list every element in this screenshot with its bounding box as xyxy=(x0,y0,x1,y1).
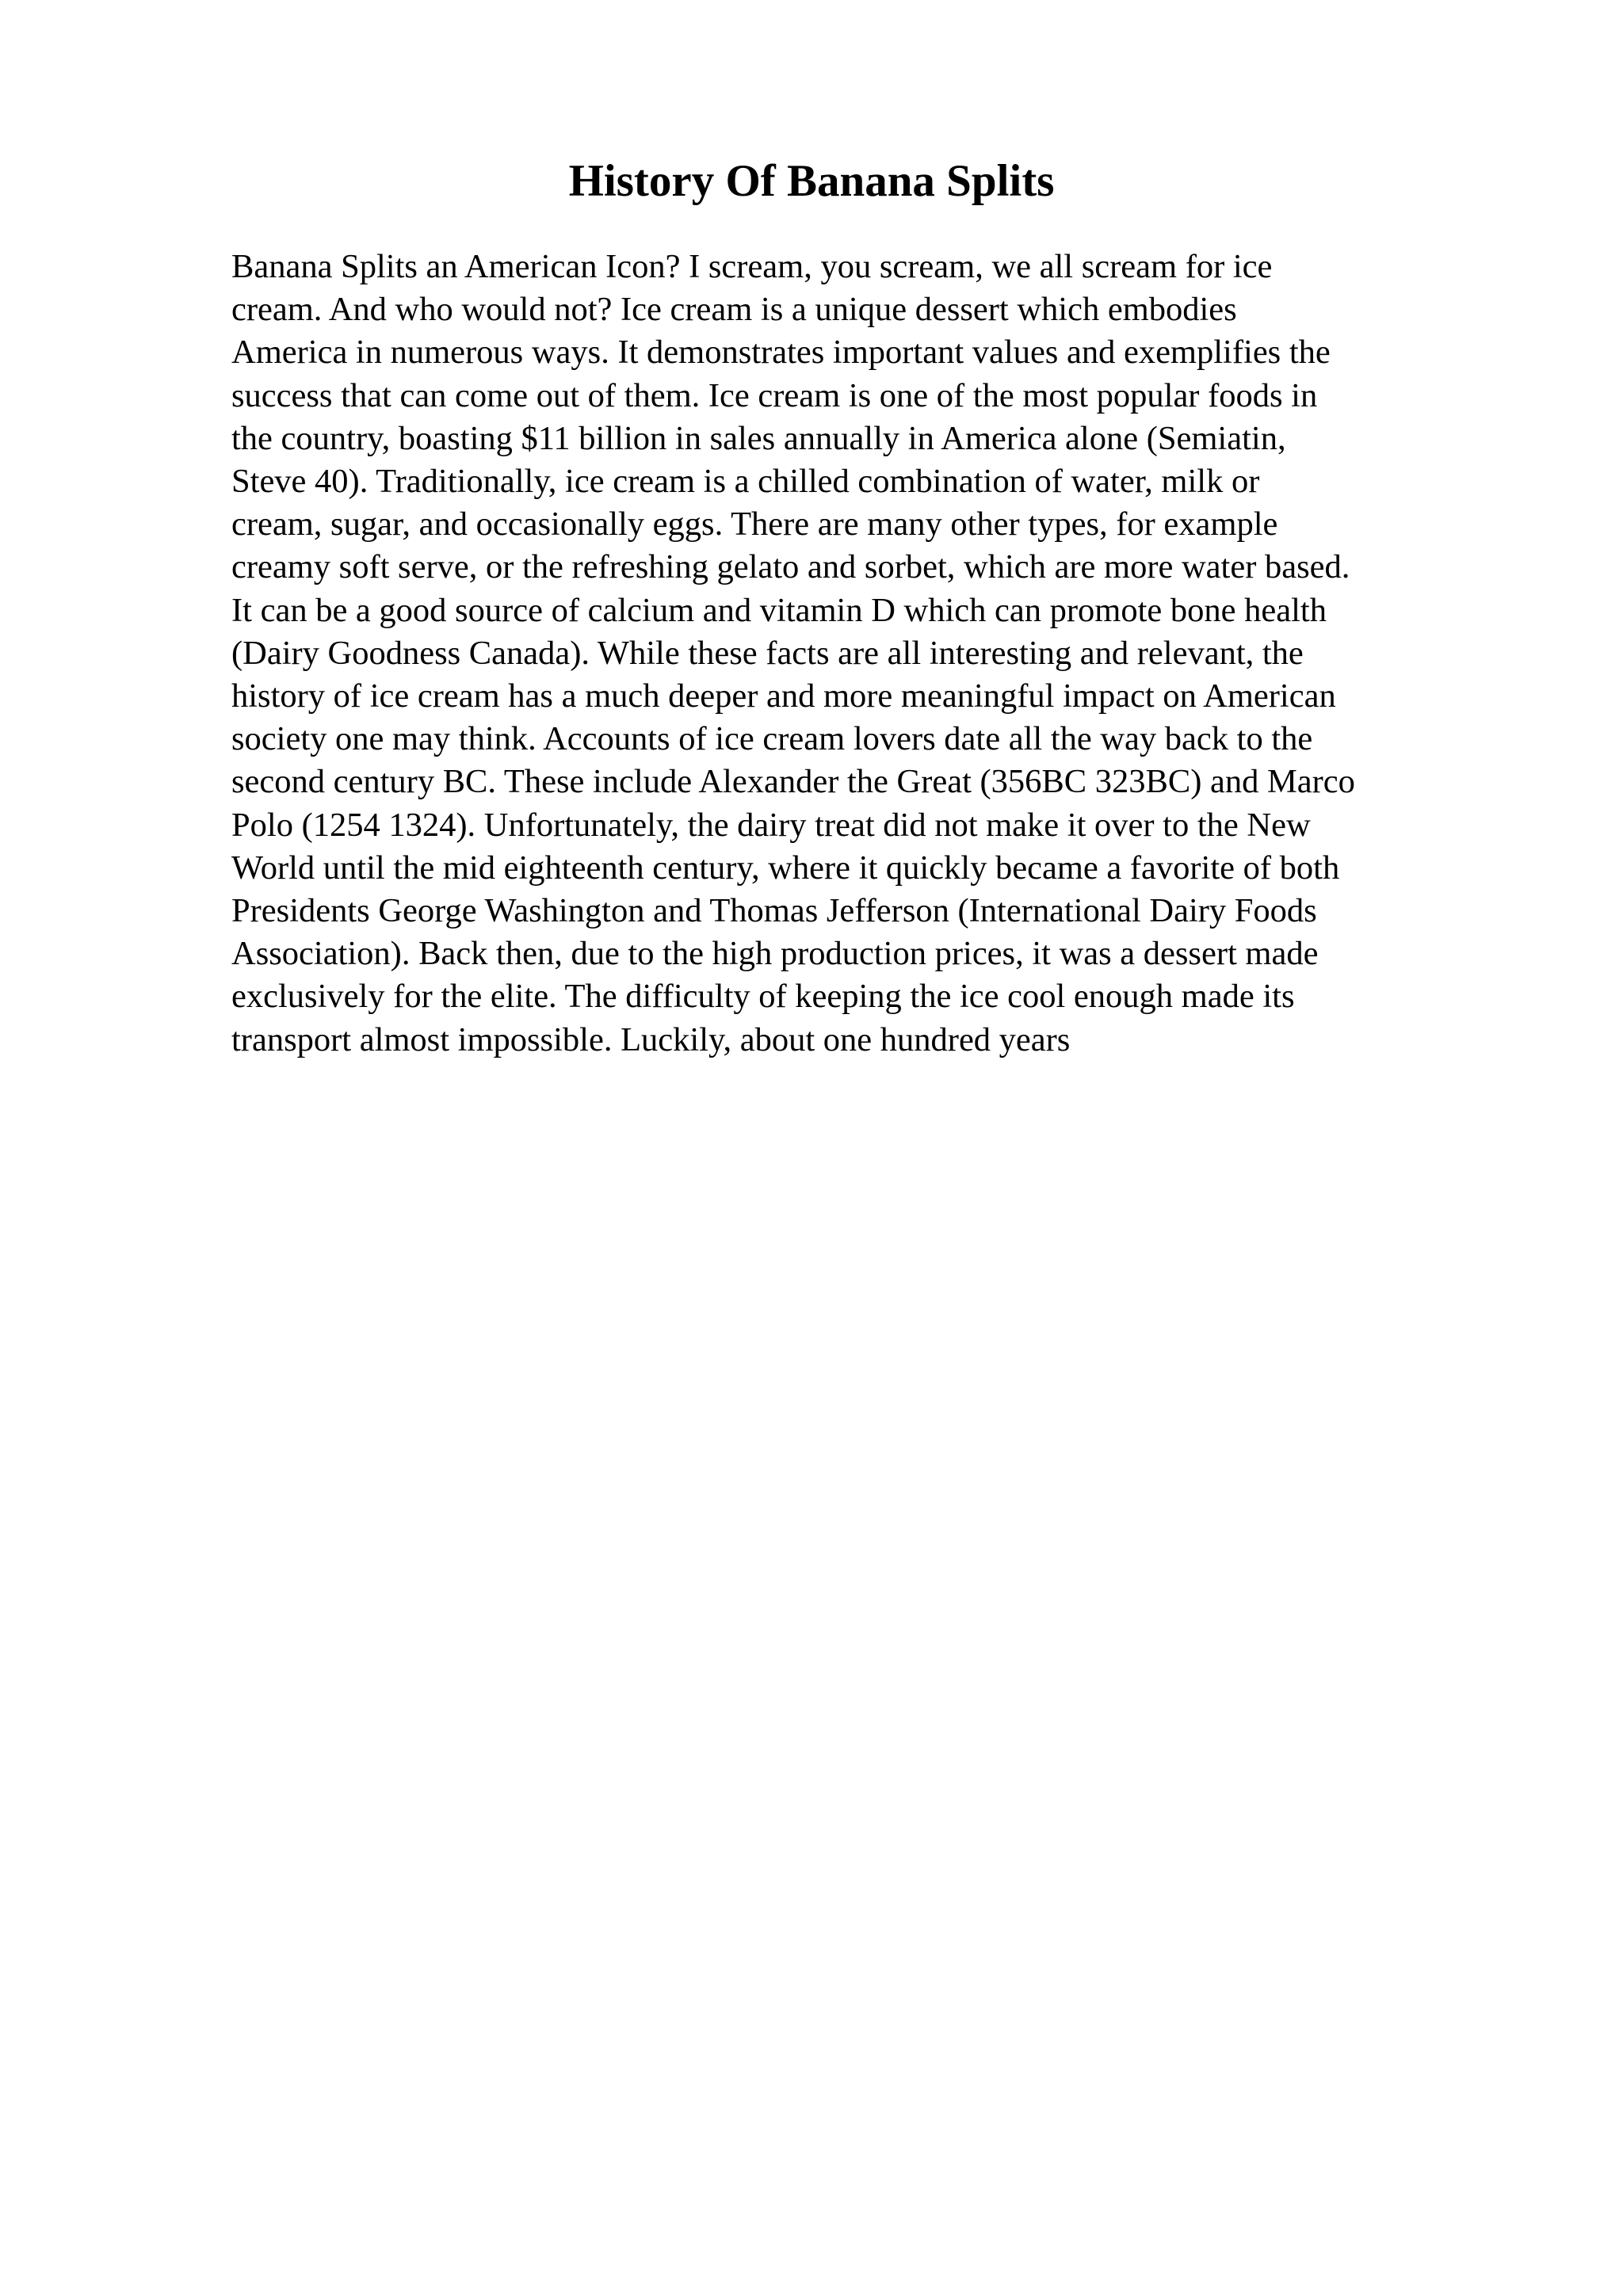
text-line: America in numerous ways. It demonstrates important values and exemplifies the xyxy=(231,334,1331,372)
text-line: (Dairy Goodness Canada). While these facts are all interesting and relevant, the xyxy=(231,634,1304,672)
text-line: World until the mid eighteenth century, where it quickly became a favorite of both xyxy=(231,849,1340,887)
body-paragraph xyxy=(231,246,1355,1062)
text-line: Association). Back then, due to the high production prices, it was a dessert made xyxy=(231,935,1319,973)
text-line: Steve 40). Traditionally, ice cream is a chilled combination of water, milk or xyxy=(231,463,1260,501)
text-line: success that can come out of them. Ice cream is one of the most popular foods in xyxy=(231,376,1318,414)
text-line: transport almost impossible. Luckily, about one hundred years xyxy=(231,1020,1071,1058)
text-line: It can be a good source of calcium and vitamin D which can promote bone health xyxy=(231,591,1327,629)
text-line: history of ice cream has a much deeper and more meaningful impact on American xyxy=(231,677,1336,715)
text-line: cream, sugar, and occasionally eggs. There are many other types, for example xyxy=(231,505,1278,543)
document-title: History Of Banana Splits xyxy=(568,156,1055,206)
text-line: creamy soft serve, or the refreshing gelato and sorbet, which are more water based. xyxy=(231,548,1350,586)
text-line: Banana Splits an American Icon? I scream, you scream, we all scream for ice xyxy=(231,248,1273,285)
text-line: second century BC. These include Alexander the Great (356BC 323BC) and Marco xyxy=(231,763,1355,801)
text-line: the country, boasting $11 billion in sales annually in America alone (Semiatin, xyxy=(231,419,1286,457)
text-line: Presidents George Washington and Thomas Jefferson (International Dairy Foods xyxy=(231,892,1317,930)
text-line: Polo (1254 1324). Unfortunately, the dairy treat did not make it over to the New xyxy=(231,806,1311,844)
text-line: cream. And who would not? Ice cream is a unique dessert which embodies xyxy=(231,291,1237,329)
text-line: society one may think. Accounts of ice cream lovers date all the way back to the xyxy=(231,720,1313,758)
text-line: exclusively for the elite. The difficulty of keeping the ice cool enough made its xyxy=(231,978,1295,1016)
